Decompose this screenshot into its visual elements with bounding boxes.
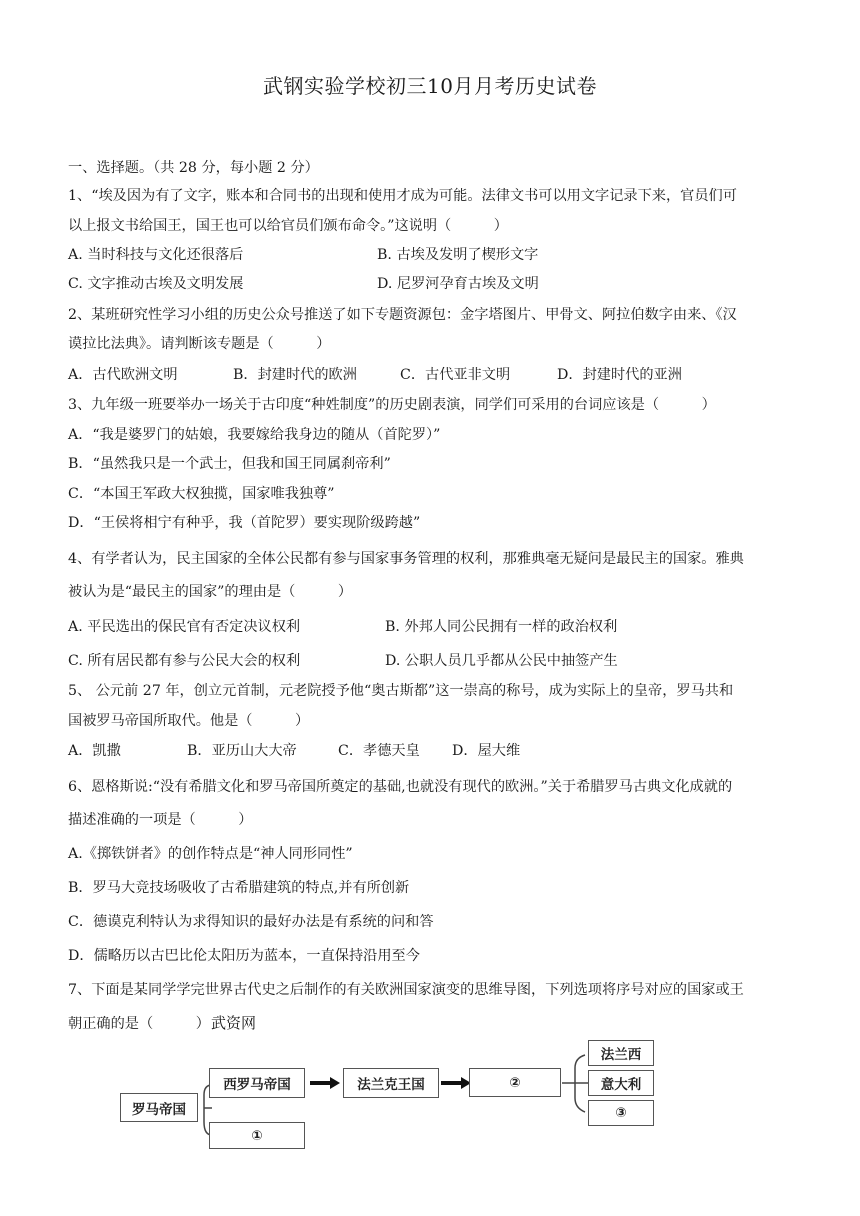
question-6-option-a: A.《掷铁饼者》的创作特点是“神人同形同性” (68, 846, 353, 862)
brace-right (562, 1055, 585, 1112)
question-4-line-1: 4、有学者认为，民主国家的全体公民都有参与国家事务管理的权利，那雅典毫无疑问是最民主的国家。雅典 (68, 551, 744, 567)
question-2-option-d: D．封建时代的亚洲 (557, 367, 682, 383)
mindmap-blank-3: ③ (588, 1100, 654, 1126)
mindmap-blank-1: ① (209, 1122, 305, 1149)
question-6-option-b: B．罗马大竞技场吸收了古希腊建筑的特点,并有所创新 (68, 880, 410, 896)
question-3-option-b: B．“虽然我只是一个武士，但我和国王同属刹帝利” (68, 456, 391, 472)
question-7-line-2: 朝正确的是（ ） (68, 1016, 210, 1032)
question-1-line-2: 以上报文书给国王，国王也可以给官员们颁布命令。”这说明（ ） (68, 218, 508, 234)
question-4-line-2: 被认为是“最民主的国家”的理由是（ ） (68, 584, 353, 600)
question-6-option-d: D．儒略历以古巴比伦太阳历为蓝本，一直保持沿用至今 (68, 948, 420, 964)
question-4-option-c: C. 所有居民都有参与公民大会的权利 (68, 653, 301, 669)
question-3-option-a: A．“我是婆罗门的姑娘，我要嫁给我身边的随从（首陀罗）” (68, 427, 441, 443)
question-5-option-d: D．屋大维 (452, 743, 521, 759)
question-5-line-2: 国被罗马帝国所取代。他是（ ） (68, 713, 310, 729)
question-2-option-a: A．古代欧洲文明 (68, 367, 178, 383)
question-6-line-1: 6、恩格斯说:“没有希腊文化和罗马帝国所奠定的基础,也就没有现代的欧洲。”关于希腊罗马古典文化成就的 (68, 779, 733, 795)
question-1-option-b: B. 古埃及发明了楔形文字 (377, 247, 539, 263)
section-heading: 一、选择题。（共 28 分，每小题 2 分） (68, 160, 319, 176)
question-5-option-a: A．凯撒 (68, 743, 121, 759)
question-1-option-d: D. 尼罗河孕育古埃及文明 (377, 276, 539, 292)
question-1-option-a: A. 当时科技与文化还很落后 (68, 247, 244, 263)
question-4-option-a: A. 平民选出的保民官有否定决议权利 (68, 619, 301, 635)
question-2-line-1: 2、某班研究性学习小组的历史公众号推送了如下专题资源包：金字塔图片、甲骨文、阿拉伯数字由来、《汉 (68, 307, 737, 323)
mindmap-root-roman-empire: 罗马帝国 (120, 1093, 198, 1122)
question-5-line-1: 5、 公元前 27 年，创立元首制，元老院授予他“奥古斯都”这一崇高的称号，成为实际上的皇帝，罗马共和 (68, 683, 734, 699)
question-2-line-2: 谟拉比法典》。请判断该专题是（ ） (68, 336, 331, 352)
page-title: 武钢实验学校初三10月月考历史试卷 (263, 74, 597, 98)
question-6-line-2: 描述准确的一项是（ ） (68, 812, 253, 828)
question-7-line-1: 7、下面是某同学学完世界古代史之后制作的有关欧洲国家演变的思维导图，下列选项将序号对应的国家或王 (68, 982, 744, 998)
question-4-option-d: D. 公职人员几乎都从公民中抽签产生 (385, 653, 618, 669)
question-6-option-c: C．德谟克利特认为求得知识的最好办法是有系统的问和答 (68, 914, 434, 930)
mindmap-west-roman-empire: 西罗马帝国 (209, 1068, 305, 1098)
question-4-option-b: B. 外邦人同公民拥有一样的政治权利 (385, 619, 618, 635)
question-5-option-b: B．亚历山大大帝 (187, 743, 297, 759)
arrow-1-head (330, 1077, 340, 1089)
mindmap-france: 法兰西 (588, 1040, 654, 1066)
question-5-option-c: C．孝德天皇 (338, 743, 420, 759)
mindmap-frankish-kingdom: 法兰克王国 (343, 1068, 439, 1098)
question-3-option-d: D．“王侯将相宁有种乎，我（首陀罗）要实现阶级跨越” (68, 515, 421, 531)
question-2-option-b: B．封建时代的欧洲 (233, 367, 357, 383)
source-label: 武资网 (211, 1014, 257, 1032)
question-2-option-c: C．古代亚非文明 (400, 367, 511, 383)
question-3-line-1: 3、九年级一班要举办一场关于古印度“种姓制度”的历史剧表演，同学们可采用的台词应该是（ ） (68, 397, 716, 413)
mindmap-italy: 意大利 (588, 1070, 654, 1096)
question-3-option-c: C．“本国王军政大权独揽，国家唯我独尊” (68, 486, 335, 502)
mindmap-blank-2: ② (469, 1068, 561, 1097)
question-1-option-c: C. 文字推动古埃及文明发展 (68, 276, 244, 292)
question-1-line-1: 1、“埃及因为有了文字，账本和合同书的出现和使用才成为可能。法律文书可以用文字记录下来，官员们可 (68, 188, 737, 204)
